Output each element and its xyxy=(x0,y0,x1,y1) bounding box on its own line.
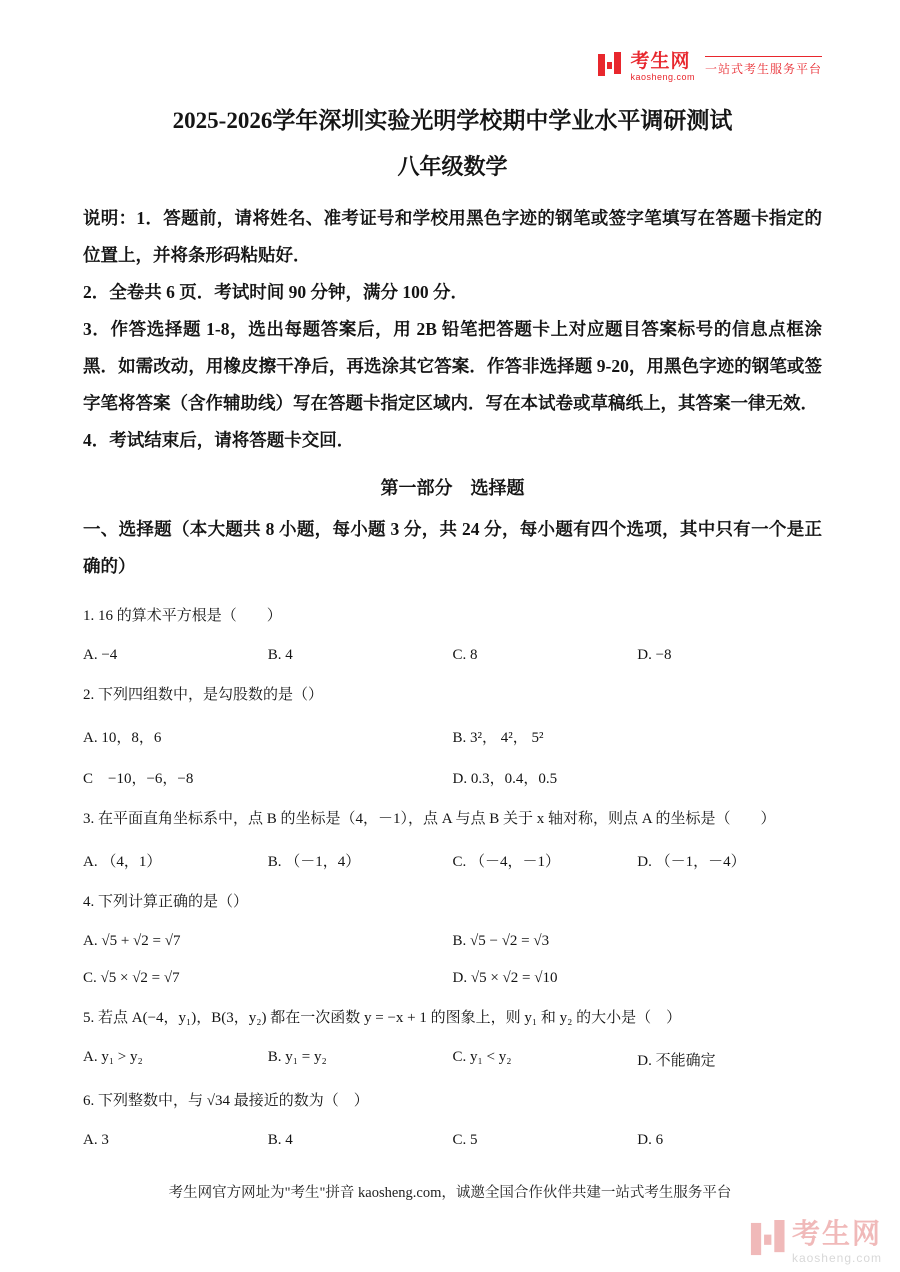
kaosheng-logo-icon xyxy=(596,52,622,78)
question-3-option: B. （－1，4） xyxy=(267,854,361,870)
kaosheng-watermark-icon xyxy=(748,1220,786,1258)
question-6-option: A. 3 xyxy=(83,1132,109,1148)
question-2-options-row xyxy=(83,726,822,747)
logo-text xyxy=(630,52,695,82)
logo-brand: 考生网 xyxy=(630,51,691,72)
question-6-option: C. 5 xyxy=(452,1132,478,1148)
section-title: 第一部分 选择题 xyxy=(380,478,525,498)
page-subtitle: 八年级数学 xyxy=(397,154,508,179)
question-4-options-row xyxy=(83,970,822,987)
question-2-option: A. 10，8，6 xyxy=(83,730,162,746)
footer-note: 考生网官方网址为"考生"拼音 kaosheng.com，诚邀全国合作伙伴共建一站式考生服务平台 xyxy=(168,1185,732,1201)
question-5-option: A. y₁ > y₂ xyxy=(83,1049,143,1065)
question-3-option: C. （－4，－1） xyxy=(452,854,561,870)
question-3-options-row xyxy=(83,850,822,871)
question-4-option: C. √5 × √2 = √7 xyxy=(83,970,180,986)
question-4-option: B. √5 − √2 = √3 xyxy=(452,933,550,949)
question-4-stem: 4. 下列计算正确的是（） xyxy=(83,894,249,910)
question-1-option: C. 8 xyxy=(452,647,478,663)
question-1-option: D. −8 xyxy=(637,647,672,663)
question-5-options-row xyxy=(83,1049,822,1070)
document-content xyxy=(83,104,822,1149)
question-6-option: B. 4 xyxy=(267,1132,293,1148)
question-4-option: A. √5 + √2 = √7 xyxy=(83,933,181,949)
instruction-4: 4．考试结束后，请将答题卡交回． xyxy=(83,430,355,450)
question-3-stem: 3. 在平面直角坐标系中，点 B 的坐标是（4，－1），点 A 与点 B 关于 x 轴对称，则点 A 的坐标是（ ） xyxy=(83,811,776,827)
question-2-option: C −10，−6，−8 xyxy=(83,771,194,787)
question-1-option: A. −4 xyxy=(83,647,118,663)
instruction-2: 2．全卷共 6 页．考试时间 90 分钟，满分 100 分． xyxy=(83,282,468,302)
section-intro: 一、选择题（本大题共 8 小题，每小题 3 分，共 24 分，每小题有四个选项，其中只有一个是正确的） xyxy=(83,519,822,576)
question-5-stem: 5. 若点 A(−4，y₁)，B(3，y₂) 都在一次函数 y = −x + 1 的图象上，则 y₁ 和 y₂ 的大小是（ ） xyxy=(83,1010,682,1026)
watermark-brand: 考生网 xyxy=(791,1218,882,1249)
question-6-stem: 6. 下列整数中，与 √34 最接近的数为（ ） xyxy=(83,1093,369,1109)
question-1-options-row xyxy=(83,647,822,664)
instruction-3: 3．作答选择题 1-8，选出每题答案后，用 2B 铅笔把答题卡上对应题目答案标号的信息点框涂黑．如需改动，用橡皮擦干净后，再选涂其它答案．作答非选择题 9-20，用黑色字迹的钢笔或签字笔将答案（含作辅助线）写在答题卡指定区域内．写在本试卷或草稿纸上，其答案一律无效． xyxy=(83,319,822,413)
watermark-text xyxy=(792,1220,882,1264)
question-2-option: D. 0.3，0.4，0.5 xyxy=(452,771,558,787)
question-3-option: D. （－1，－4） xyxy=(637,854,746,870)
logo-tagline: 一站式考生服务平台 xyxy=(705,56,822,77)
question-3-option: A. （4，1） xyxy=(83,854,162,870)
question-6-options-row xyxy=(83,1132,822,1149)
kaosheng-logo xyxy=(596,52,822,82)
instruction-1: 说明：1．答题前，请将姓名、准考证号和学校用黑色字迹的钢笔或签字笔填写在答题卡指定的位置上，并将条形码粘贴好． xyxy=(83,208,822,265)
question-list xyxy=(83,605,822,1149)
logo-domain: kaosheng.com xyxy=(630,72,695,82)
question-5-option: C. y₁ < y₂ xyxy=(452,1049,512,1065)
question-1-option: B. 4 xyxy=(267,647,293,663)
question-4-option: D. √5 × √2 = √10 xyxy=(452,970,558,986)
question-4-options-row xyxy=(83,933,822,950)
question-5-option: B. y₁ = y₂ xyxy=(267,1049,327,1065)
question-2-option: B. 3²， 4²， 5² xyxy=(452,730,544,746)
question-1-stem: 1. 16 的算术平方根是（ ） xyxy=(83,608,282,624)
question-6-option: D. 6 xyxy=(637,1132,664,1148)
instructions xyxy=(83,200,822,459)
kaosheng-watermark xyxy=(748,1220,882,1264)
question-2-stem: 2. 下列四组数中，是勾股数的是（） xyxy=(83,687,324,703)
page-title: 2025-2026学年深圳实验光明学校期中学业水平调研测试 xyxy=(172,108,733,133)
question-2-options-row xyxy=(83,767,822,788)
watermark-domain: kaosheng.com xyxy=(791,1251,882,1265)
question-5-option: D. 不能确定 xyxy=(637,1053,716,1069)
